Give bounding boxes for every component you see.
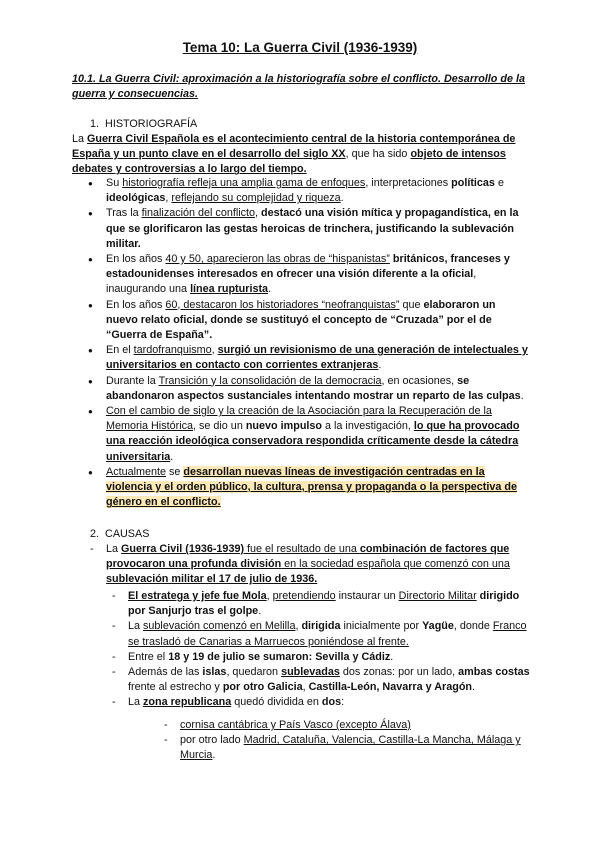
text-bold: surgió un revisionismo de una generación de intelectuales y universitarios en contacto con corrientes extranjeras [106, 344, 528, 372]
text-highlighted: desarrollan nuevas líneas de investigación centradas en la violencia y el orden público, la cultura, prensa y propaganda o la perspectiva de género en el conflicto. [106, 465, 518, 509]
list-item [164, 733, 534, 763]
text: tardofranquismo [133, 344, 212, 357]
text: finalización del conflicto [141, 207, 256, 220]
text: La [72, 133, 88, 145]
historiography-list [72, 176, 530, 510]
text: quedó dividida en [231, 696, 322, 709]
document-title: Tema 10: La Guerra Civil (1936-1939) [182, 40, 418, 55]
text: Actualmente [106, 465, 167, 478]
text: En el [106, 344, 134, 357]
text: Durante la [106, 374, 159, 387]
section-heading-historiografia [90, 117, 197, 132]
text-bold: ambas costas [458, 666, 530, 679]
text-bold: nuevo impulso [245, 420, 323, 433]
list-item [72, 343, 530, 373]
text: En los años [106, 253, 166, 266]
text: , donde [453, 620, 493, 633]
text: sublevación comenzó en Melilla [143, 620, 296, 633]
text: e [494, 177, 504, 189]
text-bold: combinación de factores que provocaron una profunda división [106, 543, 510, 571]
section-name: HISTORIOGRAFÍA [105, 118, 198, 130]
list-item [72, 206, 530, 252]
text: Además de las [128, 666, 203, 679]
text-bold: destacó una visión mítica y propagandística, en la que se glorificaron las gestas heroicas de trinchera, justificando la sublevación militar. [106, 207, 519, 250]
list-item [112, 589, 532, 619]
section-number: 2. [90, 528, 100, 540]
text-bold: islas [202, 666, 227, 679]
text-bold: sublevación militar el 17 de julio de 1936. [106, 573, 318, 586]
text: , se dio un [193, 420, 246, 433]
text: Tras la [106, 207, 142, 220]
text-bold: Castilla-León, Navarra y Aragón [308, 681, 473, 694]
text: a la investigación, [322, 420, 414, 433]
text-bold: El estratega y jefe fue Mola [128, 590, 267, 602]
causas-sub-list [112, 589, 532, 711]
section-number: 1. [90, 118, 100, 130]
text: . [520, 389, 524, 402]
text-bold: Guerra Civil Española es el acontecimiento central de la historia contemporánea de España y un punto clave en el desarrollo del siglo XX [72, 133, 516, 161]
text: . [340, 192, 344, 205]
list-item [72, 404, 530, 465]
text: frente al estrecho y [128, 681, 223, 694]
text: . [472, 681, 476, 694]
text: 40 y 50, aparecieron las obras de “hispanistas” [165, 253, 390, 266]
text-bold: Guerra Civil (1936-1939) [121, 543, 245, 555]
text: , en ocasiones, [381, 374, 458, 387]
text-bold: Yagüe [422, 620, 454, 633]
text: . [212, 749, 216, 762]
text-bold: dirigida [301, 620, 341, 633]
text: , [302, 681, 309, 694]
list-item [72, 176, 530, 206]
text: cornisa cantábrica y País Vasco (excepto Álava) [180, 719, 411, 731]
text-bold: dos [321, 696, 342, 709]
text-bold: 18 y 19 de julio se sumaron: Sevilla y Cádiz [168, 650, 391, 663]
text-bold: por otro Galicia [222, 681, 303, 694]
text: Directorio Militar [398, 590, 477, 602]
text: La [128, 696, 144, 709]
text: por otro lado [180, 734, 244, 747]
text: 60, destacaron los historiadores “neofranquistas” [165, 298, 400, 311]
list-item [164, 718, 534, 733]
list-item [72, 542, 530, 588]
text-bold: objeto de intensos debates y controversias a lo largo del tiempo. [72, 148, 506, 176]
text: inicialmente por [340, 620, 423, 633]
text: , quedaron [226, 666, 282, 679]
text: fue el resultado de una [244, 543, 360, 555]
text: . [378, 359, 382, 372]
text: Su [106, 177, 123, 189]
text: historiografía refleja una amplia gama de enfoques [122, 177, 366, 189]
text: En los años [106, 298, 166, 311]
list-item [72, 252, 530, 298]
text: dos zonas: por un lado, [339, 666, 459, 679]
zona-republicana-list [164, 718, 534, 764]
text-bold: sublevadas [281, 666, 340, 679]
text: . [258, 605, 262, 618]
list-item [72, 298, 530, 344]
text: pretendiendo [272, 590, 336, 602]
text: instaurar un [335, 590, 399, 602]
text: La [128, 620, 144, 633]
section-name: CAUSAS [105, 528, 150, 540]
text: , [295, 620, 302, 633]
text: , interpretaciones [365, 177, 452, 189]
text-bold: lo que ha provocado una reacción ideológica conservadora respondida críticamente desde la cátedra universitaria [106, 420, 520, 463]
text: , [165, 192, 172, 205]
list-item-highlighted [72, 465, 530, 511]
text: , que ha sido [345, 148, 411, 161]
text: , [266, 590, 273, 602]
text: . [170, 450, 174, 463]
text-bold: elaboraron un nuevo relato oficial, donde se sustituyó el concepto de “Cruzada” por el de “Guerra de España”. [106, 298, 496, 342]
list-item [112, 665, 532, 695]
intro-paragraph [72, 132, 530, 178]
text: Madrid, Cataluña, Valencia, Castilla-La Mancha, Málaga y Murcia [180, 734, 521, 762]
text: que [399, 298, 424, 311]
text: La [106, 543, 122, 555]
text: . [268, 283, 272, 296]
list-item [112, 695, 532, 710]
text-bold: línea rupturista [190, 283, 269, 296]
text-bold: dirigido por Sanjurjo tras el golpe [128, 590, 520, 618]
text: Con el cambio de siglo y la creación de la Asociación para la Recuperación de la Memoria Histórica [106, 405, 492, 433]
text: . [390, 650, 394, 663]
text: se [166, 465, 184, 478]
text-bold: se abandonaron aspectos sustanciales intentando mostrar un reparto de las culpas [106, 374, 521, 402]
text: Franco se trasladó de Canarias a Marruecos poniéndose al frente. [128, 620, 527, 648]
text-bold: ideológicas [106, 192, 166, 205]
text: , [211, 344, 218, 357]
text: , [255, 207, 262, 220]
text: , inaugurando una [106, 268, 477, 296]
text-bold: británicos, franceses y estadounidenses interesados en ofrecer una visión diferente a la oficial [106, 253, 510, 281]
text-bold: políticas [451, 177, 495, 189]
text-bold: zona republicana [143, 696, 232, 709]
text: Entre el [128, 650, 169, 663]
section-subtitle: 10.1. La Guerra Civil: aproximación a la historiografía sobre el conflicto. Desarrollo de la guerra y consecuencias. [72, 73, 526, 100]
text: en la sociedad española que comenzó con una [281, 558, 510, 571]
section-heading-causas [90, 527, 149, 542]
text: reflejando su complejidad y riqueza [171, 192, 341, 205]
list-item [72, 374, 530, 404]
list-item [112, 619, 532, 649]
list-item [112, 650, 532, 665]
text: : [341, 696, 345, 709]
causas-list [72, 542, 530, 588]
text: Transición y la consolidación de la democracia [158, 374, 382, 387]
